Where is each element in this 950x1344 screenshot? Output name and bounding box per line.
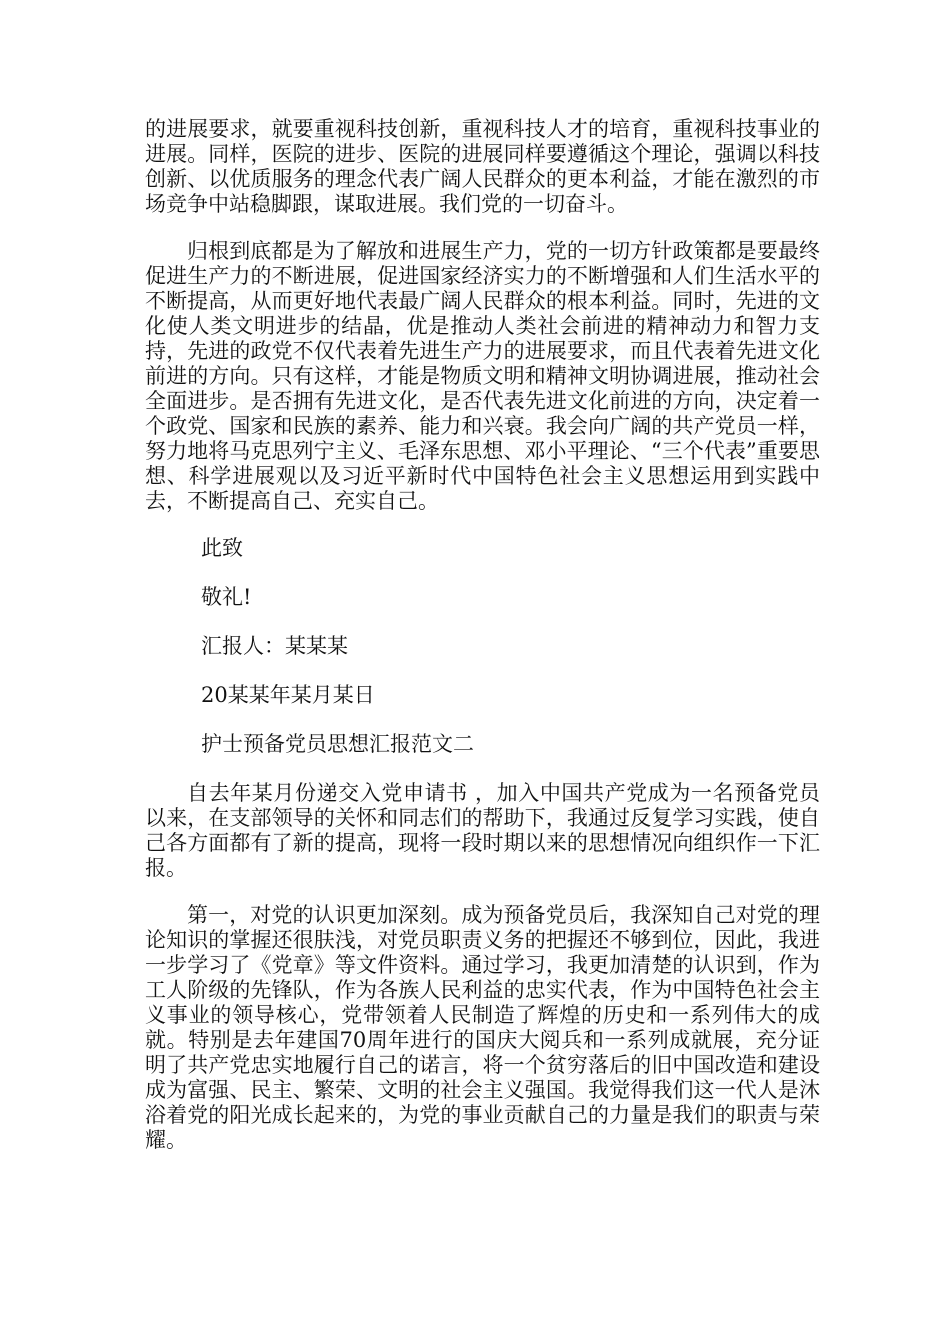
paragraph-3: 自去年某月份递交入党申请书 ，加入中国共产党成为一名预备党员以来，在支部领导的关怀和同志们的帮助下，我通过反复学习实践，使自己各方面都有了新的提高，现将一段时期以来的思想情况向组织作一下汇报。: [145, 781, 820, 880]
reporter-line: 汇报人：某某某: [201, 634, 348, 658]
section-title: 护士预备党员思想汇报范文二: [201, 732, 474, 756]
closing-line-2: 敬礼!: [201, 585, 252, 609]
closing-line-1: 此致: [201, 536, 243, 560]
date-line: 20某某年某月某日: [201, 683, 375, 707]
paragraph-2: 归根到底都是为了解放和进展生产力，党的一切方针政策都是要最终促进生产力的不断进展，促进国家经济实力的不断增强和人们生活水平的不断提高，从而更好地代表最广阔人民群众的根本利益。同时，先进的文化使人类文明进步的结晶，优是推动人类社会前进的精神动力和智力支持，先进的政党不仅代表着先进生产力的进展要求，而且代表着先进文化前进的方向。只有这样，才能是物质文明和精神文明协调进展，推动社会全面进步。是否拥有先进文化，是否代表先进文化前进的方向，决定着一个政党、国家和民族的素养、能力和兴衰。我会向广阔的共产党员一样，努力地将马克思列宁主义、毛泽东思想、邓小平理论、“三个代表”重要思想、科学进展观以及习近平新时代中国特色社会主义思想运用到实践中去，不断提高自己、充实自己。: [145, 239, 820, 513]
paragraph-continuation: 的进展要求，就要重视科技创新，重视科技人才的培育，重视科技事业的进展。同样，医院的进步、医院的进展同样要遵循这个理论，强调以科技创新、以优质服务的理念代表广阔人民群众的更本利益，才能在激烈的市场竞争中站稳脚跟，谋取进展。我们党的一切奋斗。: [145, 117, 820, 216]
paragraph-4: 第一，对党的认识更加深刻。成为预备党员后，我深知自己对党的理论知识的掌握还很肤浅，对党员职责义务的把握还不够到位，因此，我进一步学习了《党章》等文件资料。通过学习，我更加清楚的认识到，作为工人阶级的先锋队，作为各族人民利益的忠实代表，作为中国特色社会主义事业的领导核心，党带领着人民制造了辉煌的历史和一系列伟大的成就。特别是去年建国70周年进行的国庆大阅兵和一系列成就展，充分证明了共产党忠实地履行自己的诺言，将一个贫穷落后的旧中国改造和建设成为富强、民主、繁荣、文明的社会主义强国。我觉得我们这一代人是沐浴着党的阳光成长起来的，为党的事业贡献自己的力量是我们的职责与荣耀。: [145, 903, 820, 1152]
document-body: [145, 117, 820, 1175]
